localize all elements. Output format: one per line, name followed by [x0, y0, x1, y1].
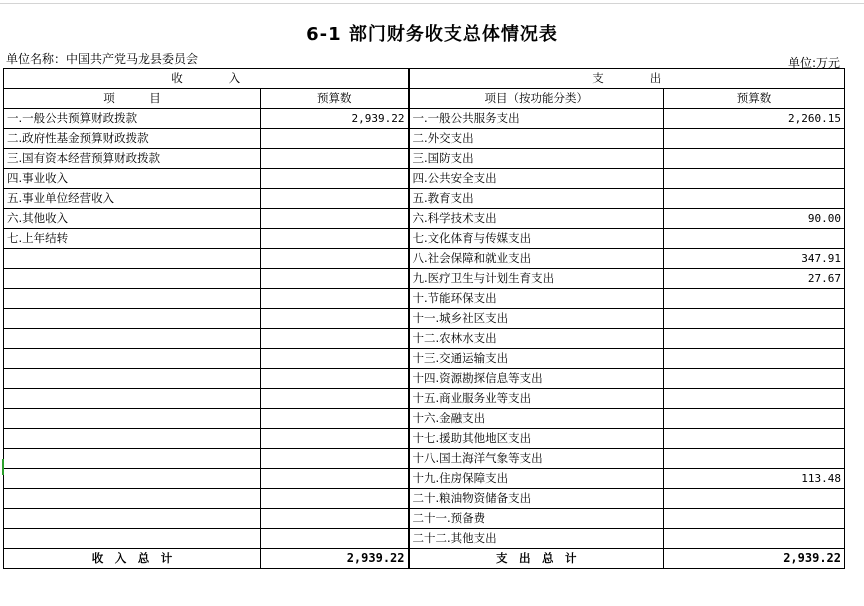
expense-item-cell[interactable]: 四.公共安全支出	[409, 169, 664, 189]
income-value-cell[interactable]	[261, 169, 409, 189]
table-row	[4, 329, 845, 349]
income-item-cell[interactable]: 二.政府性基金预算财政拨款	[4, 129, 261, 149]
income-total-value[interactable]: 2,939.22	[261, 549, 409, 569]
section-header-row	[4, 69, 845, 89]
expense-item-cell[interactable]: 十八.国土海洋气象等支出	[409, 449, 664, 469]
expense-item-cell[interactable]: 十九.住房保障支出	[409, 469, 664, 489]
expense-item-cell[interactable]: 六.科学技术支出	[409, 209, 664, 229]
table-row	[4, 289, 845, 309]
income-item-cell[interactable]	[4, 469, 261, 489]
income-value-cell[interactable]	[261, 529, 409, 549]
totals-row	[4, 549, 845, 569]
income-item-cell[interactable]	[4, 389, 261, 409]
expense-item-cell[interactable]: 三.国防支出	[409, 149, 664, 169]
income-item-cell[interactable]	[4, 509, 261, 529]
income-value-cell[interactable]	[261, 349, 409, 369]
table-row	[4, 129, 845, 149]
table-row	[4, 269, 845, 289]
income-item-cell[interactable]	[4, 249, 261, 269]
table-row	[4, 509, 845, 529]
expense-item-cell[interactable]: 八.社会保障和就业支出	[409, 249, 664, 269]
table-row	[4, 309, 845, 329]
spreadsheet-top-strip	[0, 0, 864, 4]
income-total-label[interactable]: 收 入 总 计	[4, 549, 261, 569]
income-item-cell[interactable]	[4, 429, 261, 449]
income-item-cell[interactable]: 四.事业收入	[4, 169, 261, 189]
expense-value-cell[interactable]	[664, 349, 845, 369]
income-value-cell[interactable]: 2,939.22	[261, 109, 409, 129]
cell-selection-marker	[2, 459, 4, 475]
column-header-row	[4, 89, 845, 109]
expense-value-cell[interactable]	[664, 229, 845, 249]
income-item-cell[interactable]	[4, 269, 261, 289]
income-item-cell[interactable]	[4, 289, 261, 309]
expense-value-cell[interactable]	[664, 289, 845, 309]
table-row	[4, 109, 845, 129]
expense-item-cell[interactable]: 十四.资源勘探信息等支出	[409, 369, 664, 389]
expense-value-cell[interactable]	[664, 489, 845, 509]
expense-item-cell[interactable]: 九.医疗卫生与计划生育支出	[409, 269, 664, 289]
income-value-cell[interactable]	[261, 329, 409, 349]
table-row	[4, 469, 845, 489]
income-value-cell[interactable]	[261, 249, 409, 269]
expense-item-cell[interactable]: 二十一.预备费	[409, 509, 664, 529]
income-value-cell[interactable]	[261, 189, 409, 209]
expense-value-cell[interactable]: 90.00	[664, 209, 845, 229]
expense-value-cell[interactable]: 2,260.15	[664, 109, 845, 129]
income-item-cell[interactable]: 五.事业单位经营收入	[4, 189, 261, 209]
income-section-header[interactable]: 收 入	[4, 69, 409, 89]
page-title: 6-1 部门财务收支总体情况表	[306, 24, 558, 45]
table-row	[4, 529, 845, 549]
expense-value-cell[interactable]: 347.91	[664, 249, 845, 269]
income-item-cell[interactable]	[4, 309, 261, 329]
income-value-cell[interactable]	[261, 149, 409, 169]
income-value-cell[interactable]	[261, 389, 409, 409]
expense-item-header[interactable]: 项目（按功能分类）	[409, 89, 664, 109]
income-item-cell[interactable]	[4, 449, 261, 469]
expense-value-cell[interactable]: 113.48	[664, 469, 845, 489]
expense-value-cell[interactable]	[664, 429, 845, 449]
expense-item-cell[interactable]: 七.文化体育与传媒支出	[409, 229, 664, 249]
table-row	[4, 429, 845, 449]
income-value-cell[interactable]	[261, 429, 409, 449]
income-value-cell[interactable]	[261, 489, 409, 509]
expense-value-cell[interactable]	[664, 369, 845, 389]
expense-value-cell[interactable]	[664, 329, 845, 349]
income-value-cell[interactable]	[261, 269, 409, 289]
expense-item-cell[interactable]: 十三.交通运输支出	[409, 349, 664, 369]
table-row	[4, 229, 845, 249]
expense-total-value[interactable]: 2,939.22	[664, 549, 845, 569]
income-item-cell[interactable]	[4, 409, 261, 429]
expense-budget-header[interactable]: 预算数	[664, 89, 845, 109]
table-row	[4, 449, 845, 469]
expense-item-cell[interactable]: 五.教育支出	[409, 189, 664, 209]
table-row	[4, 149, 845, 169]
income-value-cell[interactable]	[261, 369, 409, 389]
unit-label: 单位:万元	[787, 56, 840, 70]
table-row	[4, 349, 845, 369]
table-row	[4, 209, 845, 229]
income-item-cell[interactable]: 七.上年结转	[4, 229, 261, 249]
expense-item-cell[interactable]: 十二.农林水支出	[409, 329, 664, 349]
expense-item-cell[interactable]: 一.一般公共服务支出	[409, 109, 664, 129]
expense-value-cell[interactable]	[664, 309, 845, 329]
expense-item-cell[interactable]: 十六.金融支出	[409, 409, 664, 429]
expense-item-cell[interactable]: 二.外交支出	[409, 129, 664, 149]
expense-total-label[interactable]: 支 出 总 计	[409, 549, 664, 569]
table-row	[4, 249, 845, 269]
income-item-cell[interactable]	[4, 369, 261, 389]
table-row	[4, 369, 845, 389]
income-item-cell[interactable]: 六.其他收入	[4, 209, 261, 229]
income-value-cell[interactable]	[261, 209, 409, 229]
income-value-cell[interactable]	[261, 289, 409, 309]
expense-value-cell[interactable]	[664, 129, 845, 149]
expense-value-cell[interactable]	[664, 529, 845, 549]
expense-value-cell[interactable]	[664, 389, 845, 409]
table-row	[4, 389, 845, 409]
income-value-cell[interactable]	[261, 409, 409, 429]
income-budget-header[interactable]: 预算数	[261, 89, 409, 109]
income-value-cell[interactable]	[261, 509, 409, 529]
finance-table	[3, 68, 845, 569]
income-value-cell[interactable]	[261, 129, 409, 149]
expense-value-cell[interactable]: 27.67	[664, 269, 845, 289]
income-value-cell[interactable]	[261, 449, 409, 469]
expense-section-header[interactable]: 支 出	[409, 69, 845, 89]
expense-item-cell[interactable]: 二十二.其他支出	[409, 529, 664, 549]
income-value-cell[interactable]	[261, 229, 409, 249]
expense-item-cell[interactable]: 二十.粮油物资储备支出	[409, 489, 664, 509]
income-item-cell[interactable]	[4, 489, 261, 509]
expense-item-cell[interactable]: 十七.援助其他地区支出	[409, 429, 664, 449]
expense-item-cell[interactable]: 十.节能环保支出	[409, 289, 664, 309]
income-item-header[interactable]: 项 目	[4, 89, 261, 109]
table-row	[4, 169, 845, 189]
income-item-cell[interactable]: 三.国有资本经营预算财政拨款	[4, 149, 261, 169]
expense-value-cell[interactable]	[664, 189, 845, 209]
income-value-cell[interactable]	[261, 309, 409, 329]
income-item-cell[interactable]	[4, 329, 261, 349]
table-row	[4, 409, 845, 429]
expense-value-cell[interactable]	[664, 149, 845, 169]
income-item-cell[interactable]: 一.一般公共预算财政拨款	[4, 109, 261, 129]
expense-value-cell[interactable]	[664, 509, 845, 529]
income-value-cell[interactable]	[261, 469, 409, 489]
expense-value-cell[interactable]	[664, 449, 845, 469]
expense-item-cell[interactable]: 十五.商业服务业等支出	[409, 389, 664, 409]
expense-value-cell[interactable]	[664, 409, 845, 429]
table-row	[4, 189, 845, 209]
expense-value-cell[interactable]	[664, 169, 845, 189]
expense-item-cell[interactable]: 十一.城乡社区支出	[409, 309, 664, 329]
income-item-cell[interactable]	[4, 349, 261, 369]
income-item-cell[interactable]	[4, 529, 261, 549]
table-row	[4, 489, 845, 509]
unit-name: 单位名称：中国共产党马龙县委员会	[6, 52, 199, 66]
